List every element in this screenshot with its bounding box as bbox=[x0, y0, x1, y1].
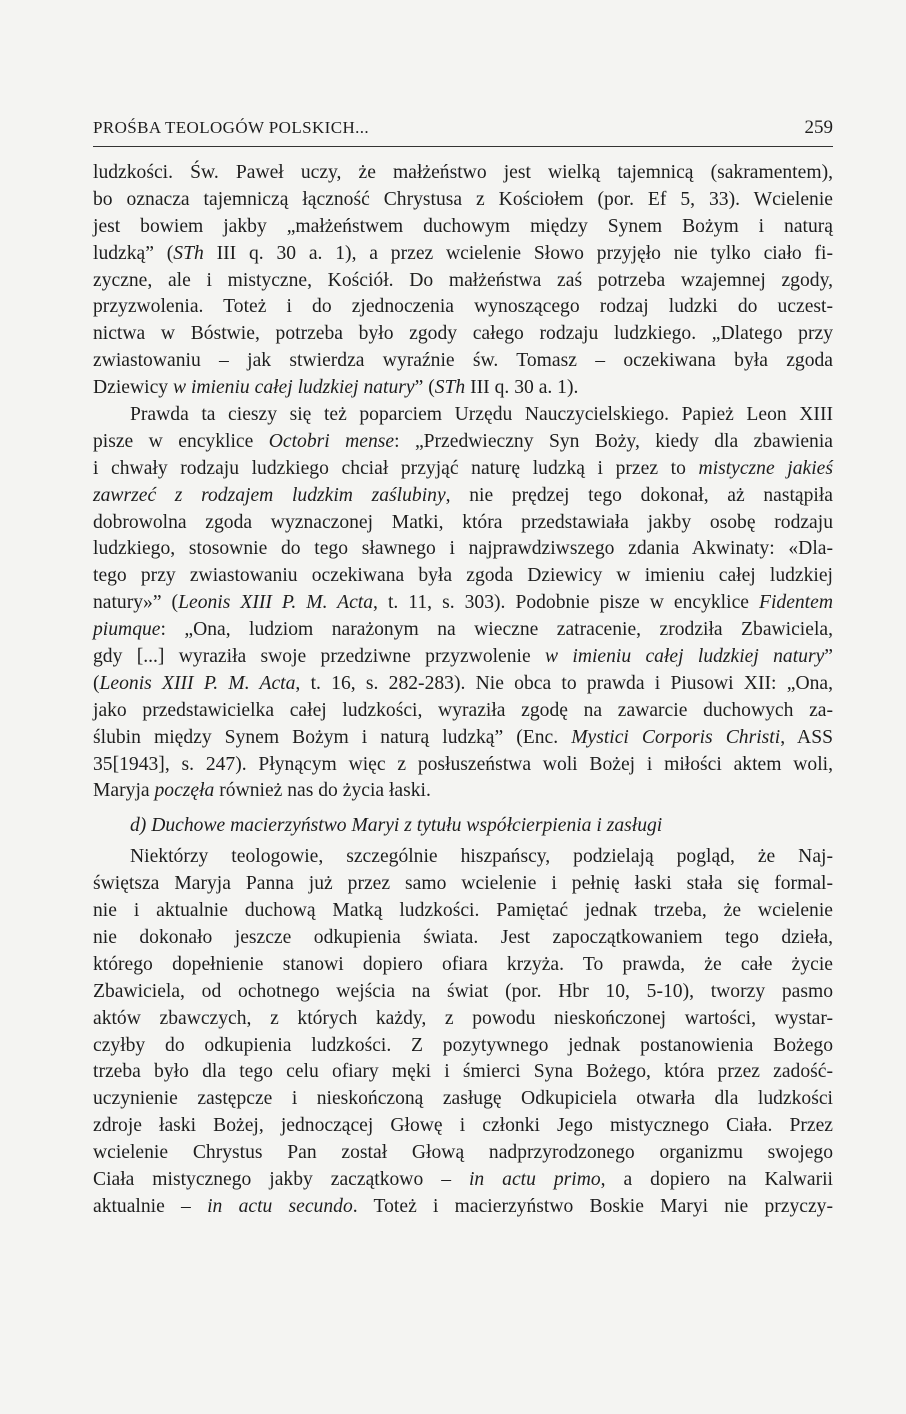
text-line: czyłby do odkupienia ludzkości. Z pozytywnego jednak postanowienia Bożego bbox=[93, 1034, 833, 1056]
text-line: zyczne, ale i mistyczne, Kościół. Do małżeństwa zaś potrzeba wzajemnej zgody, bbox=[93, 269, 833, 291]
text-line: zawrzeć z rodzajem ludzkim zaślubiny, nie prędzej tego dokonał, aż nastąpiła bbox=[93, 484, 833, 506]
text-line: nie i aktualnie duchową Matką ludzkości. Pamiętać jednak trzeba, że wcielenie bbox=[93, 900, 833, 922]
text-line: trzeba było dla tego celu ofiary męki i śmierci Syna Bożego, która przez zadość- bbox=[93, 1061, 833, 1083]
running-title: PROŚBA TEOLOGÓW POLSKICH... bbox=[93, 118, 370, 137]
text-line: bo oznacza tajemniczą łączność Chrystusa z Kościołem (por. Ef 5, 33). Wcielenie bbox=[93, 188, 833, 210]
text-line: tego przy zwiastowaniu oczekiwana była zgoda Dziewicy w imieniu całej ludzkiej bbox=[93, 565, 833, 587]
text-line: przyzwolenia. Toteż i do zjednoczenia wynoszącego rodzaj ludzki do uczest- bbox=[93, 296, 833, 318]
text-line: ludzkości. Św. Paweł uczy, że małżeństwo jest wielką tajemnicą (sakramentem), bbox=[93, 162, 833, 183]
text-line: Prawda ta cieszy się też poparciem Urzędu Nauczycielskiego. Papież Leon XIII bbox=[130, 404, 833, 426]
text-line: (Leonis XIII P. M. Acta, t. 16, s. 282-283). Nie obca to prawda i Piusowi XII: „Ona, bbox=[93, 672, 833, 694]
text-line: aktów zbawczych, z których każdy, z powodu nieskończonej wartości, wystar- bbox=[93, 1007, 833, 1029]
text-line: Dziewicy w imieniu całej ludzkiej natury” (STh III q. 30 a. 1). bbox=[93, 377, 579, 399]
page-header bbox=[93, 116, 833, 147]
text-line: Niektórzy teologowie, szczególnie hiszpańscy, podzielają pogląd, że Naj- bbox=[130, 846, 833, 868]
text-line: świętsza Maryja Panna już przez samo wcielenie i pełnię łaski stała się formal- bbox=[93, 873, 833, 895]
text-line: jako przedstawicielka całej ludzkości, wyraziła zgodę na zawarcie duchowych za- bbox=[93, 699, 833, 721]
text-line: piumque: „Ona, ludziom narażonym na wieczne zatracenie, zrodziła Zbawiciela, bbox=[93, 619, 833, 641]
body-text bbox=[93, 160, 833, 1221]
text-line: natury»” (Leonis XIII P. M. Acta, t. 11, s. 303). Podobnie pisze w encyklice Fidentem bbox=[93, 592, 833, 614]
text-line: którego dopełnienie stanowi dopiero ofiara krzyża. To prawda, że całe życie bbox=[93, 953, 833, 975]
text-line: dobrowolna zgoda wyznaczonej Matki, która przedstawiała jakby osobę rodzaju bbox=[93, 511, 833, 533]
text-line: pisze w encyklice Octobri mense: „Przedwieczny Syn Boży, kiedy dla zbawienia bbox=[93, 430, 833, 452]
text-line: ludzką” (STh III q. 30 a. 1), a przez wcielenie Słowo przyjęło nie tylko ciało fi- bbox=[93, 242, 833, 264]
text-line: 35[1943], s. 247). Płynącym więc z posłuszeństwa woli Bożej i miłości aktem woli, bbox=[93, 753, 833, 775]
text-line: wcielenie Chrystus Pan został Głową nadprzyrodzonego organizmu swojego bbox=[93, 1142, 833, 1164]
section-heading: d) Duchowe macierzyństwo Maryi z tytułu współcierpienia i zasługi bbox=[130, 815, 663, 837]
text-line: gdy [...] wyraziła swoje przedziwne przyzwolenie w imieniu całej ludzkiej natury” bbox=[93, 646, 833, 668]
text-line: zwiastowaniu – jak stwierdza wyraźnie św. Tomasz – oczekiwana była zgoda bbox=[93, 350, 833, 372]
text-line: Ciała mistycznego jakby zaczątkowo – in actu primo, a dopiero na Kalwarii bbox=[93, 1168, 833, 1190]
text-line: i chwały rodzaju ludzkiego chciał przyjąć naturę ludzką i przez to mistyczne jakieś bbox=[93, 457, 833, 479]
text-line: ludzkiego, stosownie do tego sławnego i najprawdziwszego zdania Akwinaty: «Dla- bbox=[93, 538, 833, 560]
text-line: ślubin między Synem Bożym i naturą ludzką” (Enc. Mystici Corporis Christi, ASS bbox=[93, 726, 833, 748]
text-line: uczynienie zastępcze i nieskończoną zasługę Odkupiciela otwarła dla ludzkości bbox=[93, 1088, 833, 1110]
text-line: aktualnie – in actu secundo. Toteż i macierzyństwo Boskie Maryi nie przyczy- bbox=[93, 1195, 834, 1217]
text-line: jest bowiem jakby „małżeństwem duchowym między Synem Bożym i naturą bbox=[93, 215, 833, 237]
text-line: Maryja poczęła również nas do życia łaski. bbox=[93, 780, 431, 802]
text-line: nictwa w Bóstwie, potrzeba było zgody całego rodzaju ludzkiego. „Dlatego przy bbox=[93, 323, 833, 345]
page-number: 259 bbox=[804, 117, 833, 138]
text-line: nie dokonało jeszcze odkupienia świata. Jest zapoczątkowaniem tego dzieła, bbox=[93, 926, 833, 948]
text-line: zdroje łaski Bożej, jednoczącej Głowę i członki Jego mistycznego Ciała. Przez bbox=[93, 1115, 833, 1137]
text-line: Zbawiciela, od ochotnego wejścia na świat (por. Hbr 10, 5-10), tworzy pasmo bbox=[93, 980, 833, 1002]
